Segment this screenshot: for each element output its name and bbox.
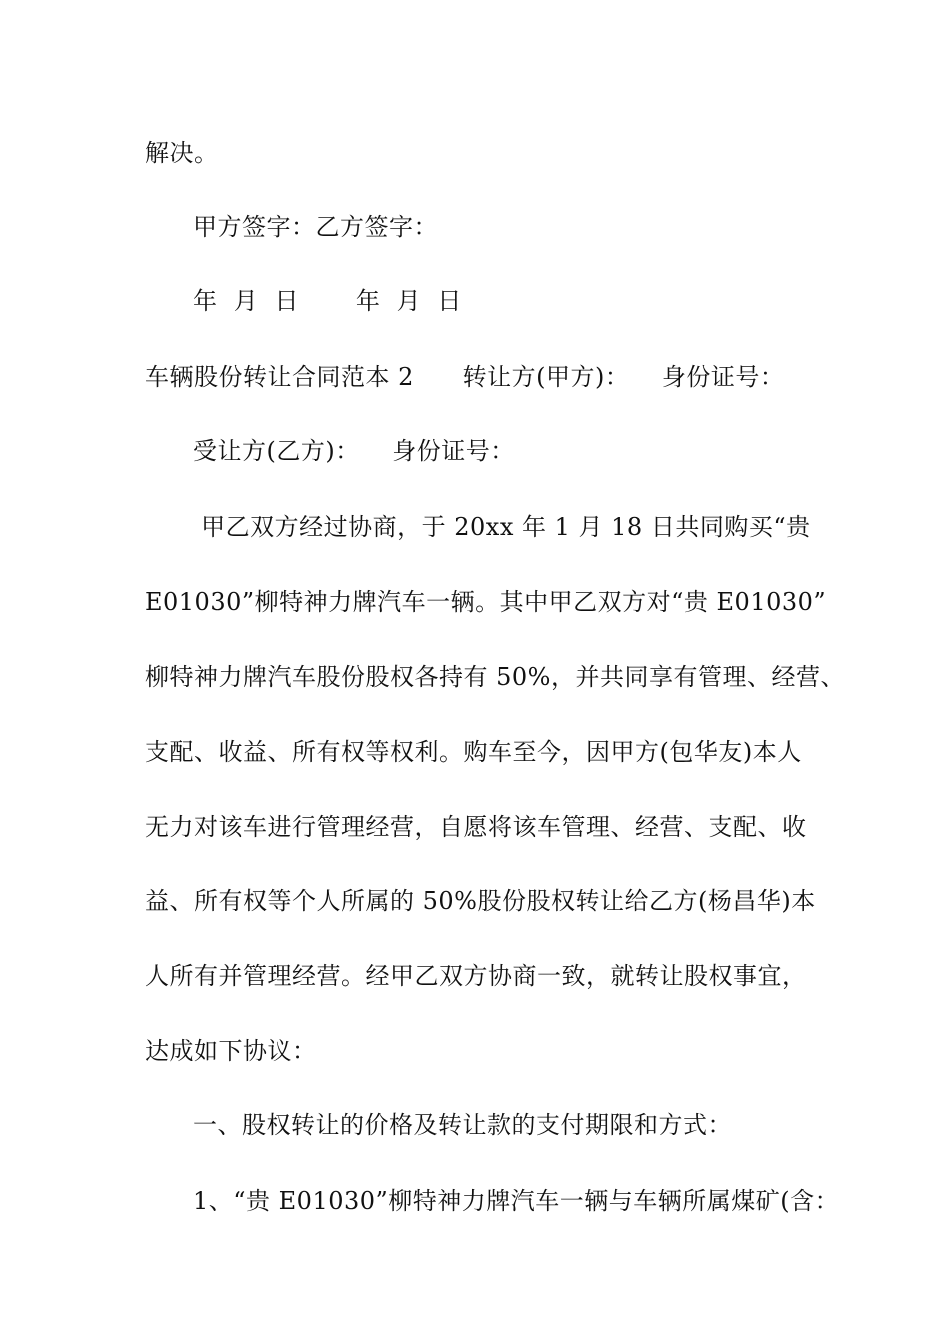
- text-line-3: 年 月 日 年 月 日: [193, 287, 462, 315]
- text-line-12: 人所有并管理经营。经甲乙双方协商一致，就转让股权事宜，: [145, 962, 807, 990]
- text-line-13: 达成如下协议：: [145, 1037, 317, 1065]
- text-line-8: 柳特神力牌汽车股份股权各持有 50%，并共同享有管理、经营、: [145, 663, 845, 691]
- text-line-15: 1、“贵 E01030”柳特神力牌汽车一辆与车辆所属煤矿(含：: [193, 1187, 840, 1215]
- text-line-7: E01030”柳特神力牌汽车一辆。其中甲乙双方对“贵 E01030”: [145, 588, 827, 616]
- text-line-14: 一、股权转让的价格及转让款的支付期限和方式：: [193, 1111, 732, 1139]
- text-line-11: 益、所有权等个人所属的 50%股份股权转让给乙方(杨昌华)本: [145, 887, 816, 915]
- text-line-2: 甲方签字：乙方签字：: [193, 213, 438, 241]
- text-line-10: 无力对该车进行管理经营，自愿将该车管理、经营、支配、收: [145, 813, 807, 841]
- text-line-1: 解决。: [145, 139, 219, 167]
- text-line-4: 车辆股份转让合同范本 2 转让方(甲方)： 身份证号：: [145, 363, 785, 391]
- text-line-9: 支配、收益、所有权等权利。购车至今，因甲方(包华友)本人: [145, 738, 802, 766]
- text-line-5: 受让方(乙方)： 身份证号：: [193, 437, 515, 465]
- text-line-6: 甲乙双方经过协商，于 20xx 年 1 月 18 日共同购买“贵: [193, 513, 811, 541]
